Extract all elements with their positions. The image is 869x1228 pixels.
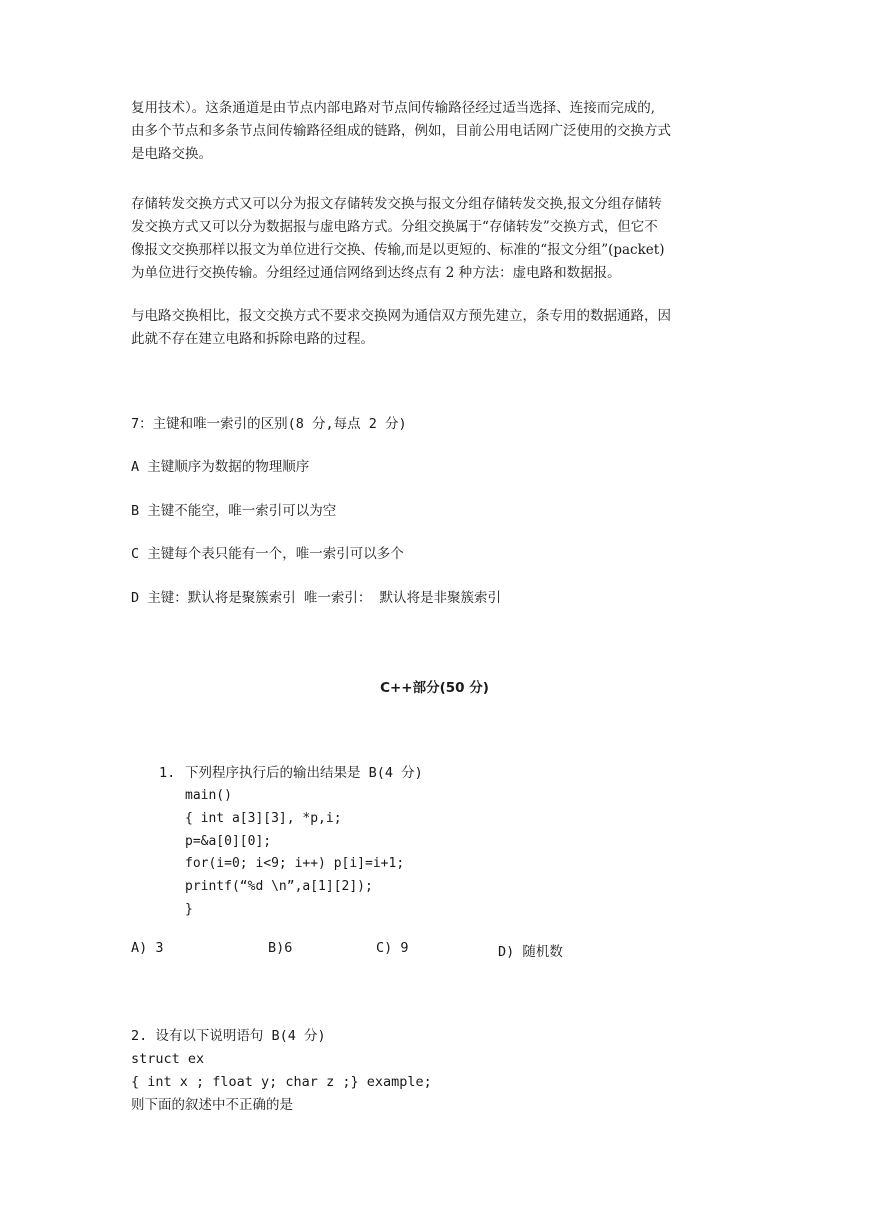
code-line: } xyxy=(185,901,193,917)
question7-point-d: D 主键：默认将是聚簇索引 唯一索引： 默认将是非聚簇索引 xyxy=(131,590,502,606)
question1-option-c: C) 9 xyxy=(376,940,409,956)
question7-point-c: C 主键每个表只能有一个，唯一索引可以多个 xyxy=(131,546,404,562)
question2-line: 则下面的叙述中不正确的是 xyxy=(131,1097,293,1113)
text-line: 与电路交换相比，报文交换方式不要求交换网为通信双方预先建立，条专用的数据通路，因 xyxy=(131,308,671,324)
text-line: 由多个节点和多条节点间传输路径组成的链路，例如，目前公用电话网广泛使用的交换方式 xyxy=(131,123,671,139)
code-line: main() xyxy=(185,788,232,803)
code-line: for(i=0; i<9; i++) p[i]=i+1; xyxy=(185,856,405,872)
question7-point-a: A 主键顺序为数据的物理顺序 xyxy=(131,459,310,475)
question7-point-b: B 主键不能空，唯一索引可以为空 xyxy=(131,503,337,519)
question1-option-a: A) 3 xyxy=(131,940,164,956)
text-line: 存储转发交换方式又可以分为报文存储转发交换与报文分组存储转发交换,报文分组存储转 xyxy=(131,196,662,212)
code-line: p=&a[0][0]; xyxy=(185,833,272,849)
text-line: 为单位进行交换传输。分组经过通信网络到达终点有 2 种方法：虚电路和数据报。 xyxy=(131,265,621,281)
text-line: 发交换方式又可以分为数据报与虚电路方式。分组交换属于“存储转发”交换方式，但它不 xyxy=(131,219,658,235)
text-line: 是电路交换。 xyxy=(131,146,212,162)
question1-option-d: D) 随机数 xyxy=(498,944,563,960)
question1-option-b: B)6 xyxy=(268,940,293,956)
question1-text: 下列程序执行后的输出结果是 B(4 分) xyxy=(185,765,423,781)
question1-code-block xyxy=(185,785,404,922)
question2-line: { int x ; float y; char z ;} example; xyxy=(131,1074,432,1090)
question1-prompt xyxy=(159,762,423,785)
code-line: printf(“%d \n”,a[1][2]); xyxy=(185,879,373,895)
question1-number: 1. xyxy=(159,765,176,781)
text-line: 复用技术）。这条通道是由节点内部电路对节点间传输路径经过适当选择、连接而完成的, xyxy=(131,100,656,116)
paragraph-store-forward xyxy=(131,193,743,285)
text-line: 像报文交换那样以报文为单位进行交换、传输,而是以更短的、标准的“报文分组”(packet) xyxy=(131,242,665,258)
question7-title: 7：主键和唯一索引的区别(8 分,每点 2 分) xyxy=(131,416,407,432)
question2-line: 2. 设有以下说明语句 B(4 分) xyxy=(131,1028,326,1044)
question2-block xyxy=(131,1025,432,1117)
text-line: 此就不存在建立电路和拆除电路的过程。 xyxy=(131,331,374,347)
code-line: { int a[3][3], *p,i; xyxy=(185,810,342,826)
paragraph-circuit-switching xyxy=(131,97,743,166)
section-heading: C++部分(50 分) xyxy=(380,680,489,696)
question2-line: struct ex xyxy=(131,1051,205,1067)
paragraph-message-switching xyxy=(131,305,743,351)
